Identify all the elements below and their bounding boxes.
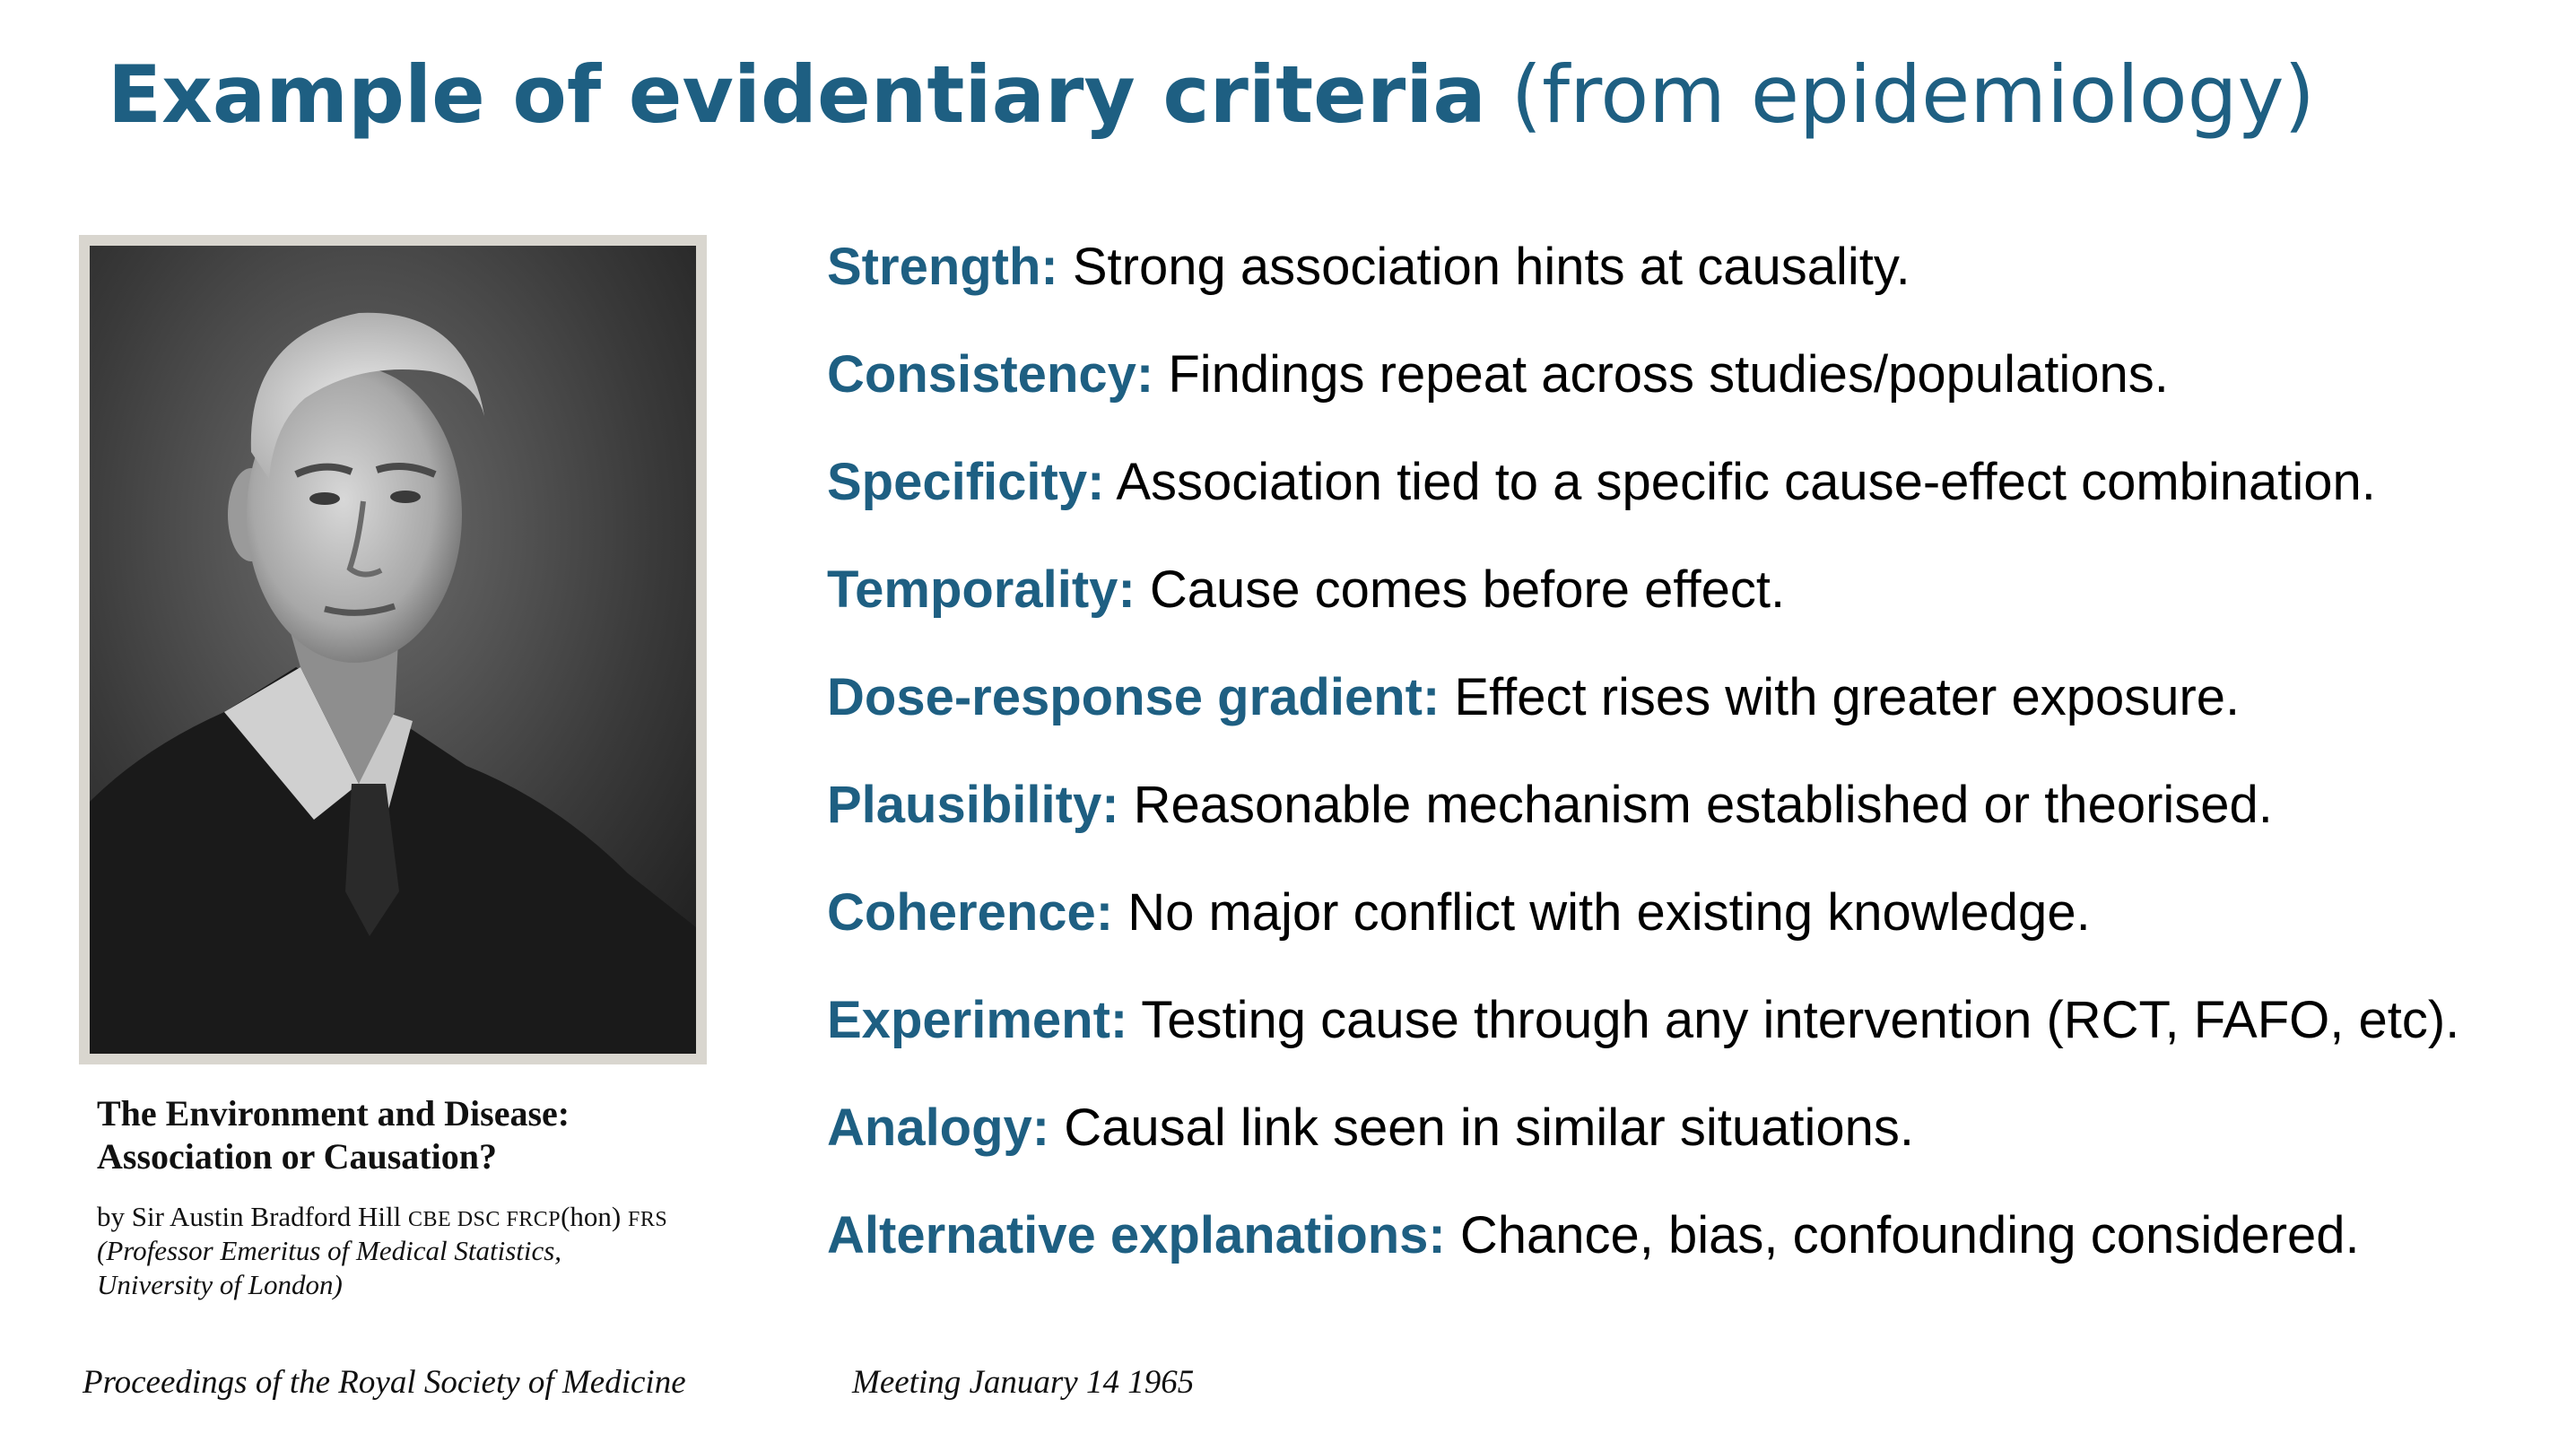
criterion-description: Causal link seen in similar situations.: [1049, 1099, 1914, 1157]
author-degrees-2: FRS: [628, 1208, 668, 1231]
author-name: by Sir Austin Bradford Hill: [97, 1201, 409, 1232]
criterion-description: Testing cause through any intervention (RCT, FAFO, etc).: [1127, 991, 2460, 1049]
paper-title: [97, 1092, 570, 1178]
criterion-term: Specificity:: [827, 453, 1105, 511]
slide-title-regular: (from epidemiology): [1485, 48, 2315, 141]
criterion-description: Cause comes before effect.: [1135, 560, 1786, 619]
criterion-specificity: [827, 447, 2459, 554]
criterion-alternative-explanations: [827, 1200, 2459, 1307]
meeting-date: Meeting January 14 1965: [852, 1364, 1195, 1401]
criterion-description: Strong association hints at causality.: [1057, 238, 1910, 296]
criterion-term: Dose-response gradient:: [827, 668, 1440, 726]
criterion-term: Consistency:: [827, 345, 1154, 404]
criterion-term: Analogy:: [827, 1099, 1050, 1157]
criterion-term: Strength:: [827, 238, 1058, 296]
author-hon: (hon): [561, 1201, 629, 1232]
criterion-term: Plausibility:: [827, 776, 1119, 834]
slide-title-bold: Example of evidentiary criteria: [108, 48, 1486, 141]
criterion-description: Association tied to a specific cause-effect combination.: [1104, 453, 2376, 511]
criterion-strength: [827, 231, 2459, 339]
criterion-term: Temporality:: [827, 560, 1136, 619]
paper-title-line-2: Association or Causation?: [97, 1136, 497, 1177]
criterion-description: No major conflict with existing knowledge.: [1113, 883, 2091, 942]
criterion-term: Experiment:: [827, 991, 1128, 1049]
journal-name: Proceedings of the Royal Society of Medicine: [83, 1364, 686, 1401]
criteria-list: [827, 231, 2459, 1307]
criterion-description: Effect rises with greater exposure.: [1440, 668, 2241, 726]
criterion-term: Alternative explanations:: [827, 1206, 1446, 1264]
paper-title-line-1: The Environment and Disease:: [97, 1093, 570, 1134]
portrait-photo: [79, 235, 707, 1064]
paper-affiliation: [97, 1234, 561, 1302]
criterion-term: Coherence:: [827, 883, 1114, 942]
criterion-coherence: [827, 877, 2459, 985]
criterion-description: Chance, bias, confounding considered.: [1445, 1206, 2360, 1264]
affiliation-line-2: University of London): [97, 1269, 343, 1300]
criterion-consistency: [827, 339, 2459, 447]
criterion-experiment: [827, 985, 2459, 1092]
portrait-image: [90, 246, 696, 1054]
criterion-analogy: [827, 1092, 2459, 1200]
author-degrees-1: CBE DSC FRCP: [408, 1208, 561, 1231]
criterion-description: Reasonable mechanism established or theorised.: [1118, 776, 2273, 834]
criterion-description: Findings repeat across studies/populations.: [1153, 345, 2169, 404]
criterion-temporality: [827, 554, 2459, 662]
criterion-plausibility: [827, 769, 2459, 877]
paper-author: [97, 1200, 667, 1237]
affiliation-line-1: (Professor Emeritus of Medical Statistics,: [97, 1235, 562, 1266]
criterion-dose-response: [827, 662, 2459, 769]
slide-title: [108, 43, 2315, 147]
